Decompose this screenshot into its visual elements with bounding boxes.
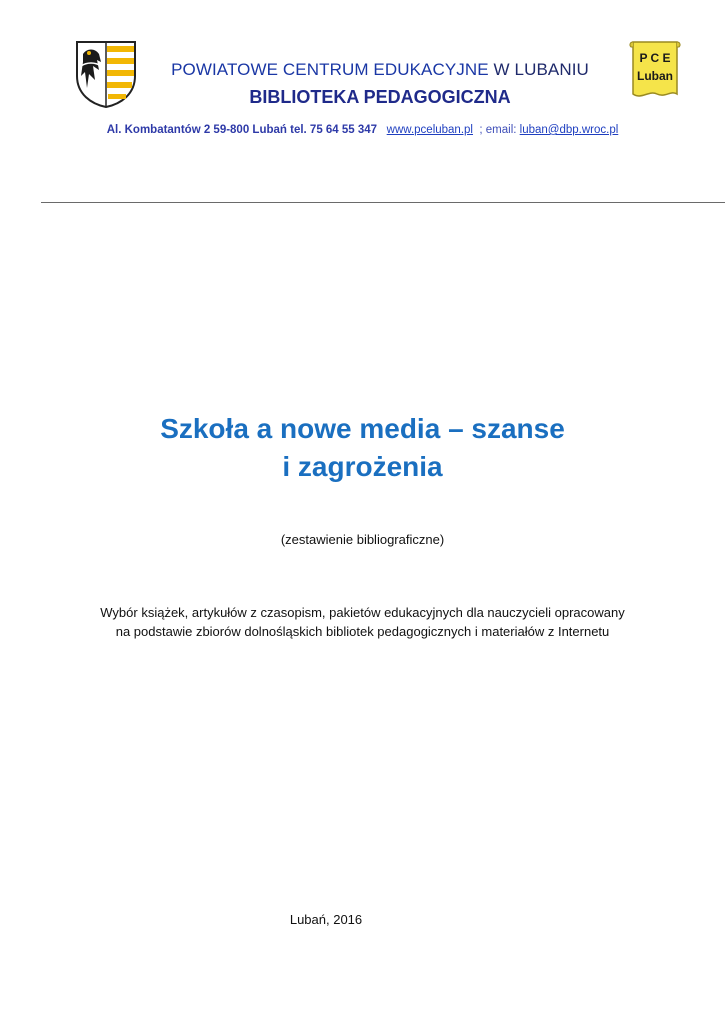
institution-name-suffix: W LUBANIU [493,60,589,79]
library-name: BIBLIOTEKA PEDAGOGICZNA [249,87,511,107]
pce-logo-top-text: P C E [639,51,671,65]
address-text: Al. Kombatantów 2 59-800 Lubań tel. 75 64 55 347 [106,124,378,136]
document-description [60,603,665,641]
email-label: ; email: [479,124,517,136]
contact-line [0,124,725,136]
document-subtitle: (zestawienie bibliograficzne) [280,532,445,547]
place-and-date: Lubań, 2016 [289,912,363,927]
description-line-2: na podstawie zbiorów dolnośląskich bibliotek pedagogicznych i materiałów z Internetu [115,624,610,639]
description-line-1: Wybór książek, artykułów z czasopism, pakietów edukacyjnych dla nauczycieli opracowany [100,605,625,620]
website-link[interactable]: www.pceluban.pl [386,124,473,136]
document-title [0,410,725,486]
institution-name-prefix: POWIATOWE CENTRUM EDUKACYJNE [171,60,489,79]
institution-name [120,60,640,80]
header-divider [41,202,725,203]
title-line-2: i zagrożenia [282,451,443,482]
title-line-1: Szkoła a nowe media – szanse [160,413,565,444]
email-link[interactable]: luban@dbp.wroc.pl [519,124,619,136]
pce-logo-bottom-text: Luban [637,69,673,83]
